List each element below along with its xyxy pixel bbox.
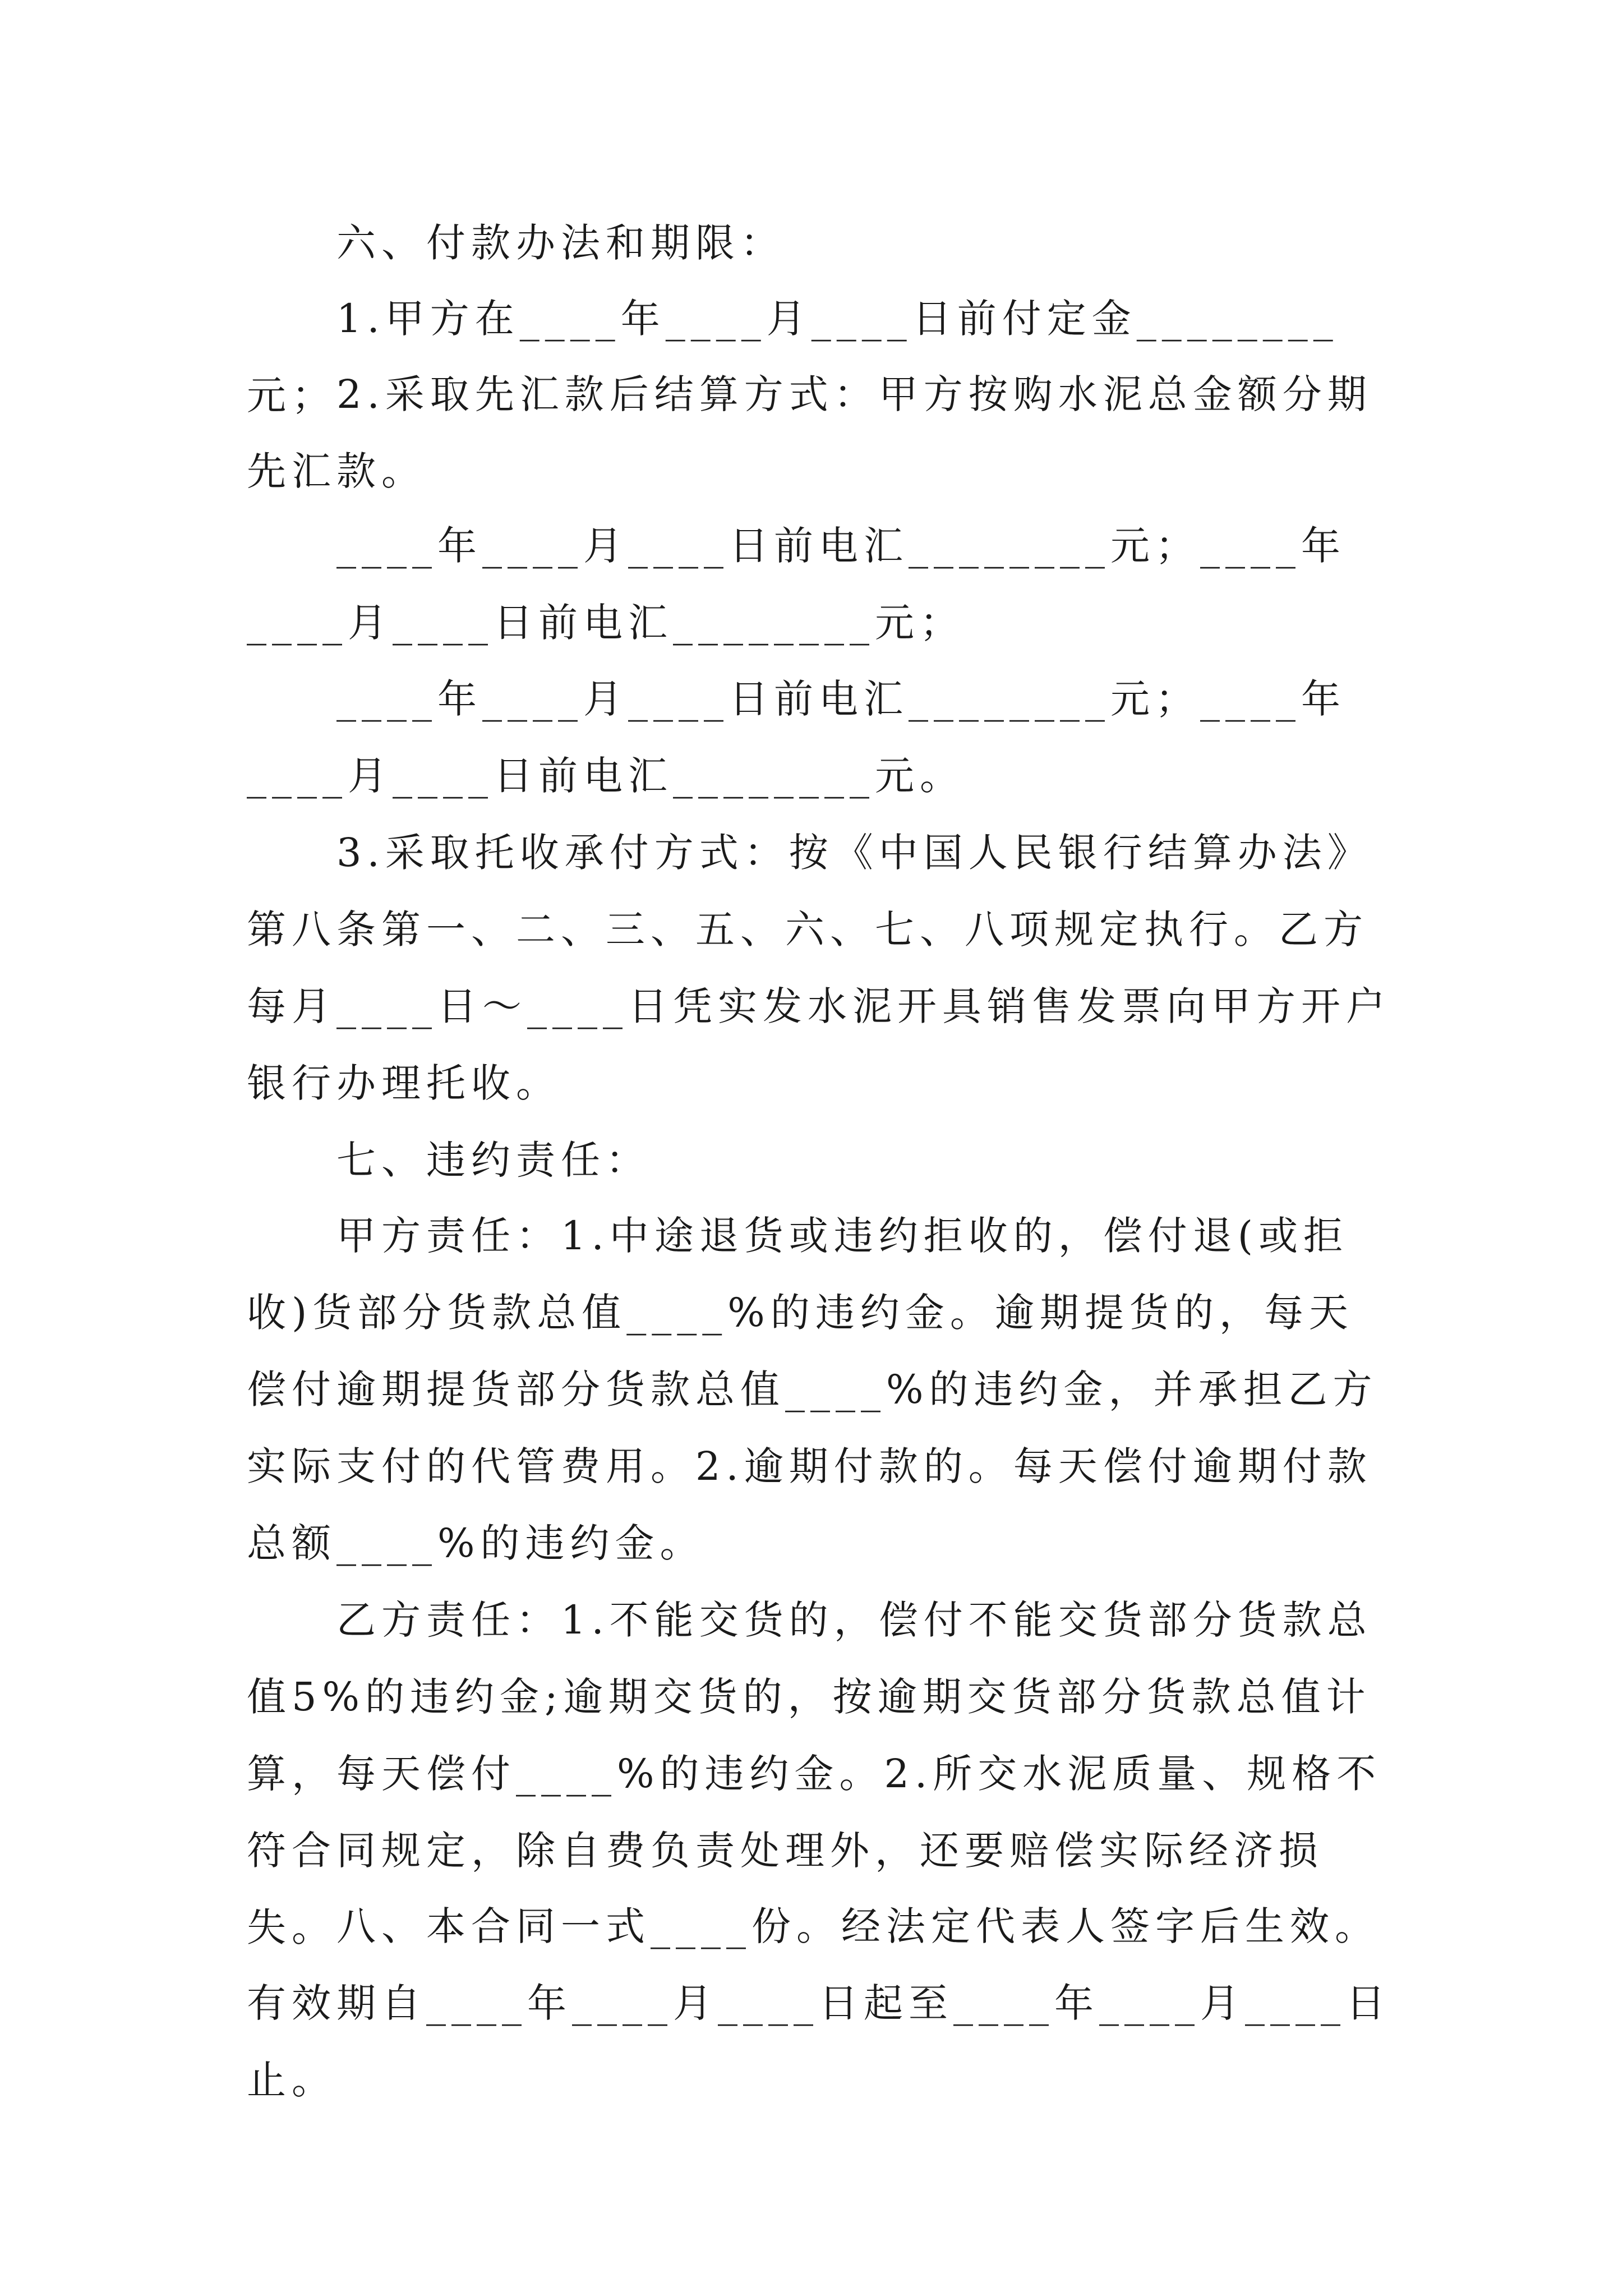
party-b-liability: 乙方责任：1.不能交货的，偿付不能交货部分货款总值5%的违约金;逾期交货的，按逾期交货部分货款总值计算，每天偿付____%的违约金。2.所交水泥质量、规格不符合同规定，除自费负责处理外，还要赔偿实际经济损失。 bbox=[247, 1597, 1382, 1950]
remittance-schedule-2: ____年____月____日前电汇________元；____年____月____日前电汇________元。 bbox=[247, 676, 1346, 799]
clause-collection: 3.采取托收承付方式：按《中国人民银行结算办法》第八条第一、二、三、五、六、七、八项规定执行。乙方每月____日～____日凭实发水泥开具销售发票向甲方开户银行办理托收。 bbox=[247, 830, 1391, 1106]
section-copies-validity: 八、本合同一式____份。经法定代表人签字后生效。有效期自____年____月____日起至____年____月____日止。 bbox=[247, 1903, 1391, 2103]
section-heading-payment: 六、付款办法和期限： bbox=[336, 220, 785, 266]
clause-remittance: 2.采取先汇款后结算方式：甲方按购水泥总金额分期先汇款。 bbox=[247, 371, 1372, 494]
party-a-liability: 甲方责任：1.中途退货或违约拒收的，偿付退(或拒收)货部分货款总值____%的违约金。逾期提货的，每天偿付逾期提货部分货款总值____%的违约金，并承担乙方实际支付的代管费用。2.逾期付款的。每天偿付逾期付款总额____%的违约金。 bbox=[247, 1213, 1378, 1566]
clause-deposit: 1.甲方在____年____月____日前付定金________元； bbox=[247, 296, 1339, 418]
document-page bbox=[247, 0, 1391, 2296]
section-heading-liability: 七、违约责任： bbox=[336, 1137, 651, 1183]
remittance-schedule-1: ____年____月____日前电汇________元；____年____月____日前电汇________元； bbox=[247, 523, 1346, 646]
